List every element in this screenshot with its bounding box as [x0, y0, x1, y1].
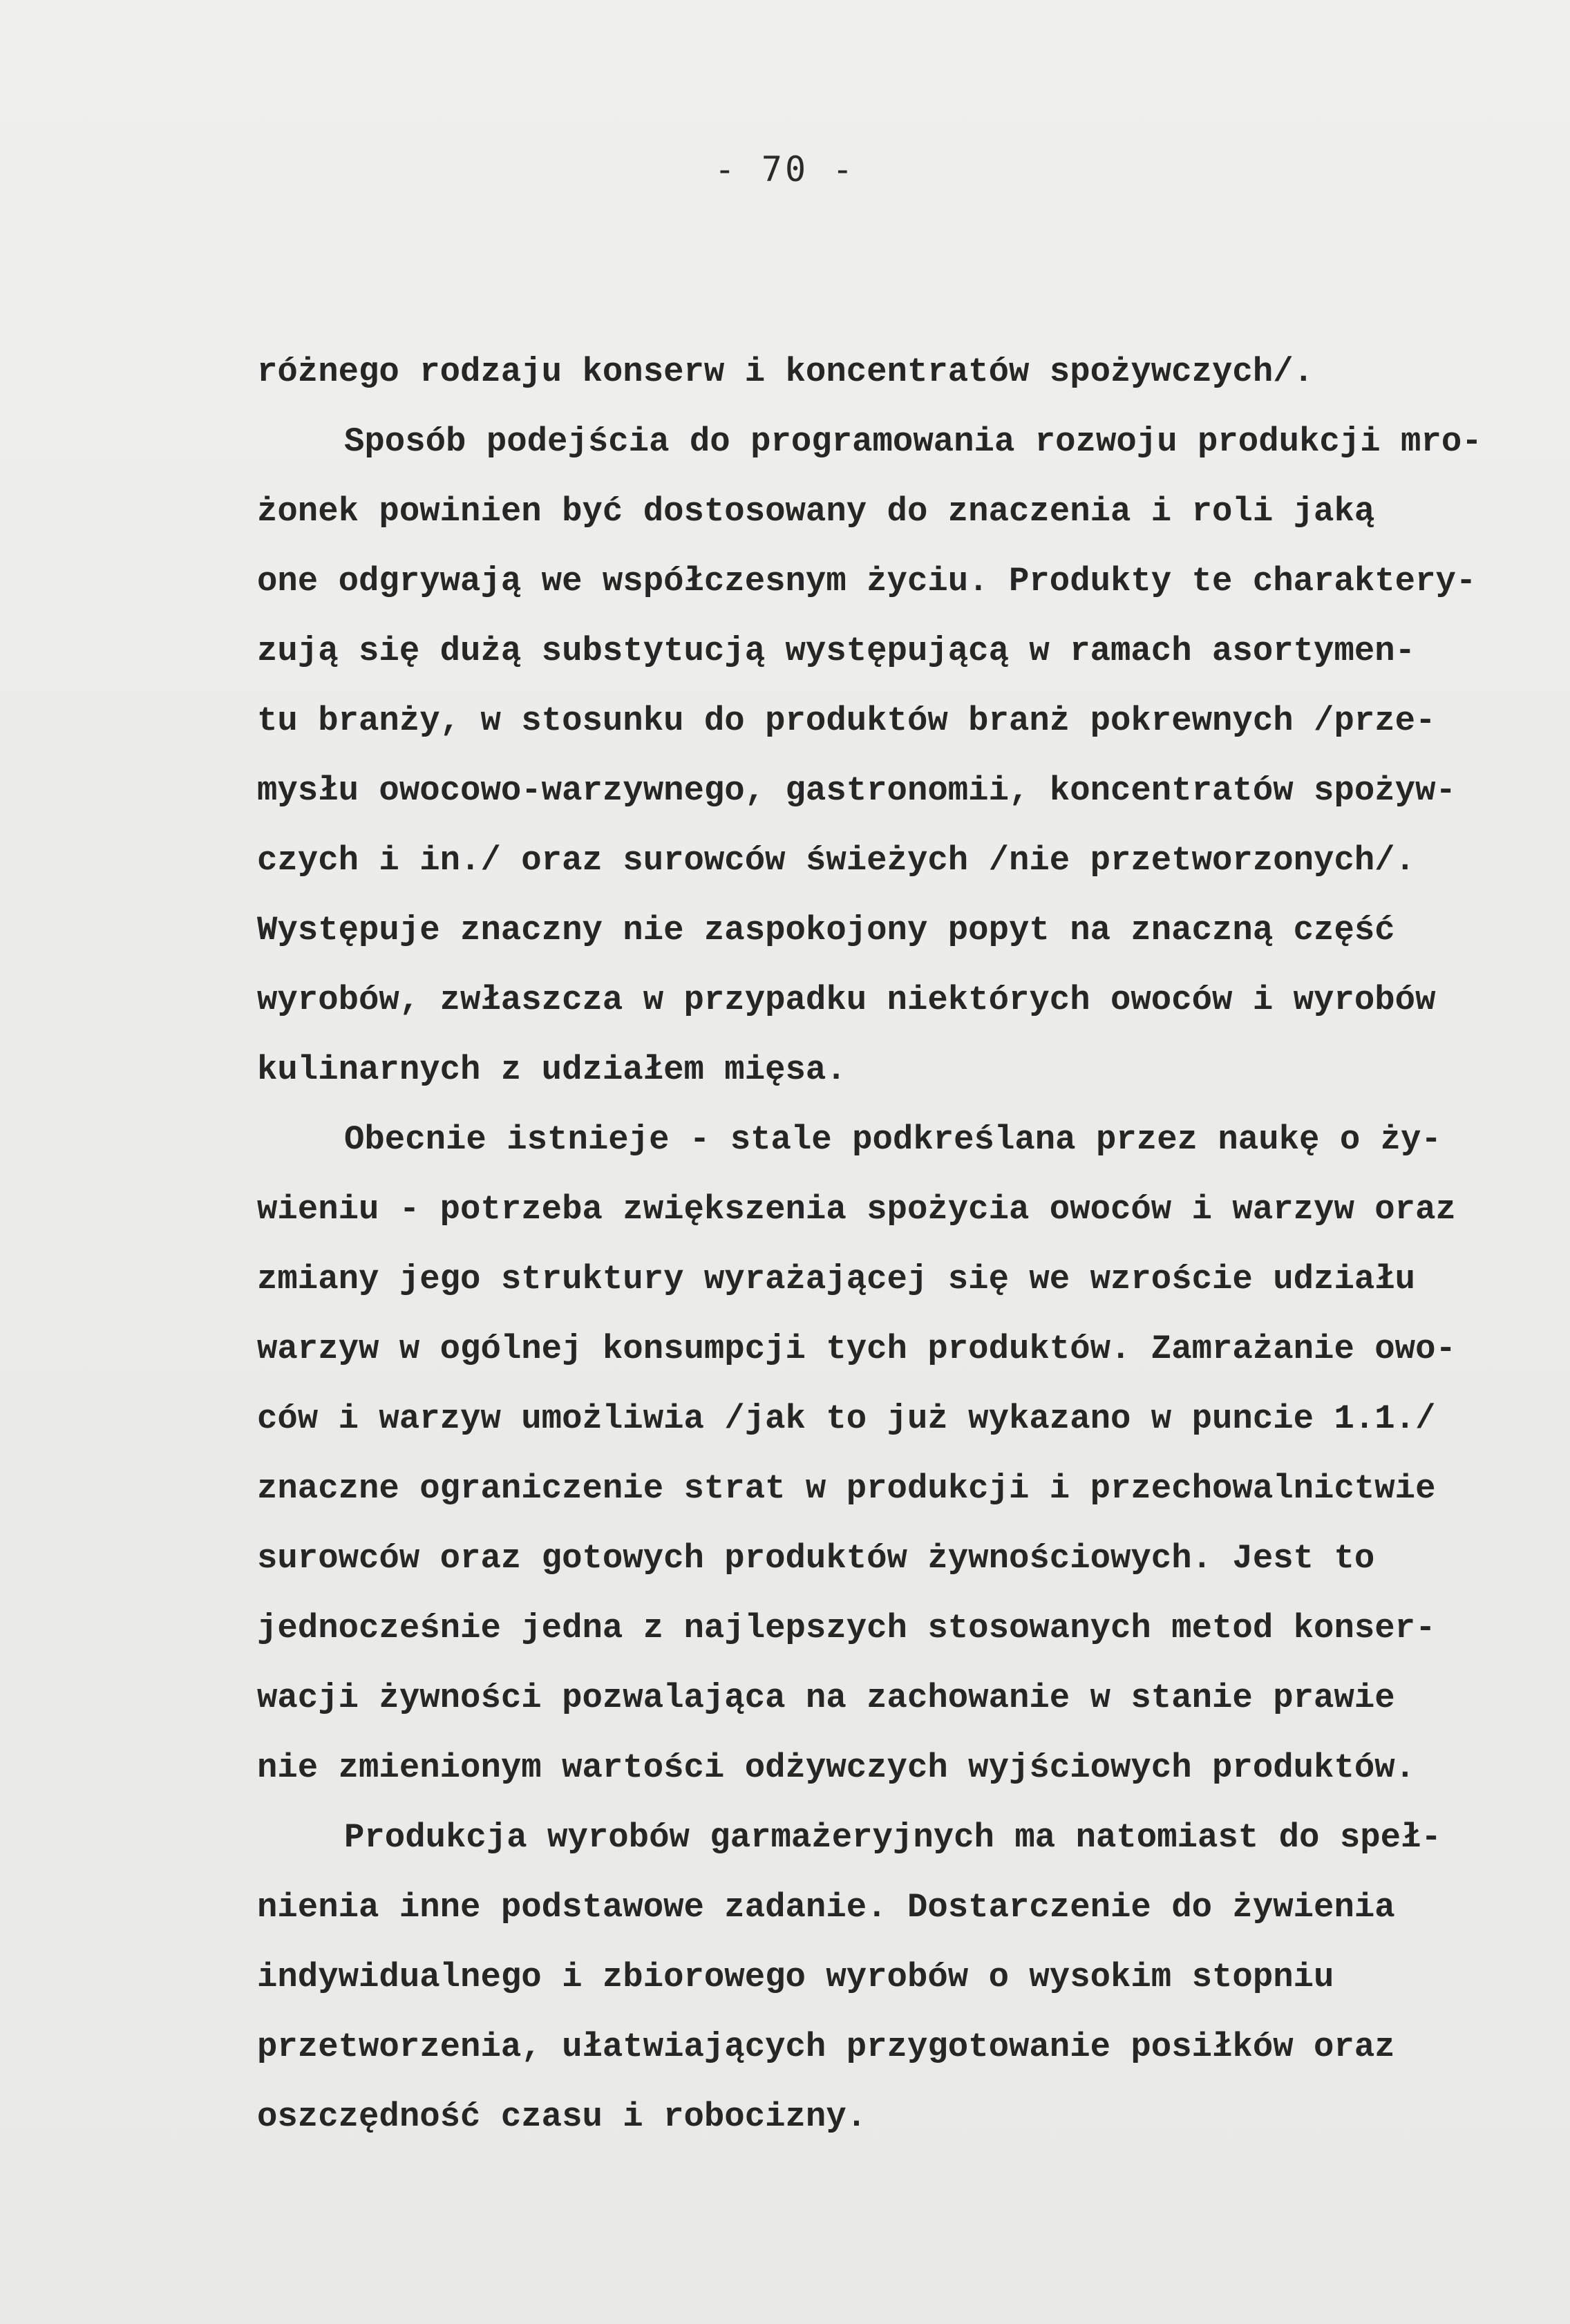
text-line: Obecnie istnieje - stale podkreślana przez naukę o ży- — [344, 1120, 1441, 1159]
text-line: Produkcja wyrobów garmażeryjnych ma natomiast do speł- — [344, 1818, 1441, 1857]
text-line: surowców oraz gotowych produktów żywnościowych. Jest to — [257, 1539, 1375, 1578]
text-line: indywidualnego i zbiorowego wyrobów o wysokim stopniu — [257, 1958, 1334, 1996]
text-line: czych i in./ oraz surowców świeżych /nie przetworzonych/. — [257, 841, 1416, 880]
text-line: oszczędność czasu i robocizny. — [257, 2097, 867, 2136]
text-line: żonek powinien być dostosowany do znaczenia i roli jaką — [257, 492, 1375, 531]
text-line: wacji żywności pozwalająca na zachowanie w stanie prawie — [257, 1679, 1395, 1717]
text-line: zmiany jego struktury wyrażającej się we wzroście udziału — [257, 1260, 1416, 1298]
body-text — [257, 337, 1556, 2152]
page-number: - 70 - — [714, 149, 856, 189]
text-line: nie zmienionym wartości odżywczych wyjściowych produktów. — [257, 1748, 1416, 1787]
text-line: przetworzenia, ułatwiających przygotowanie posiłków oraz — [257, 2028, 1395, 2066]
text-line: warzyw w ogólnej konsumpcji tych produktów. Zamrażanie owo- — [257, 1330, 1456, 1368]
text-line: zują się dużą substytucją występującą w ramach asortymen- — [257, 632, 1416, 670]
text-line: znaczne ograniczenie strat w produkcji i przechowalnictwie — [257, 1469, 1436, 1508]
text-line: wieniu - potrzeba zwiększenia spożycia owoców i warzyw oraz — [257, 1190, 1456, 1229]
text-line: różnego rodzaju konserw i koncentratów spożywczych/. — [257, 352, 1314, 391]
text-line: Występuje znaczny nie zaspokojony popyt na znaczną część — [257, 911, 1395, 950]
text-line: wyrobów, zwłaszcza w przypadku niektórych owoców i wyrobów — [257, 981, 1436, 1019]
text-line: mysłu owocowo-warzywnego, gastronomii, koncentratów spożyw- — [257, 771, 1456, 810]
text-line: one odgrywają we współczesnym życiu. Produkty te charaktery- — [257, 562, 1477, 601]
text-line: nienia inne podstawowe zadanie. Dostarczenie do żywienia — [257, 1888, 1395, 1927]
text-line: jednocześnie jedna z najlepszych stosowanych metod konser- — [257, 1609, 1436, 1647]
text-line: Sposób podejścia do programowania rozwoju produkcji mro- — [344, 422, 1482, 461]
text-line: ców i warzyw umożliwia /jak to już wykazano w puncie 1.1./ — [257, 1399, 1436, 1438]
text-line: kulinarnych z udziałem mięsa. — [257, 1050, 847, 1089]
text-line: tu branży, w stosunku do produktów branż pokrewnych /prze- — [257, 701, 1436, 740]
